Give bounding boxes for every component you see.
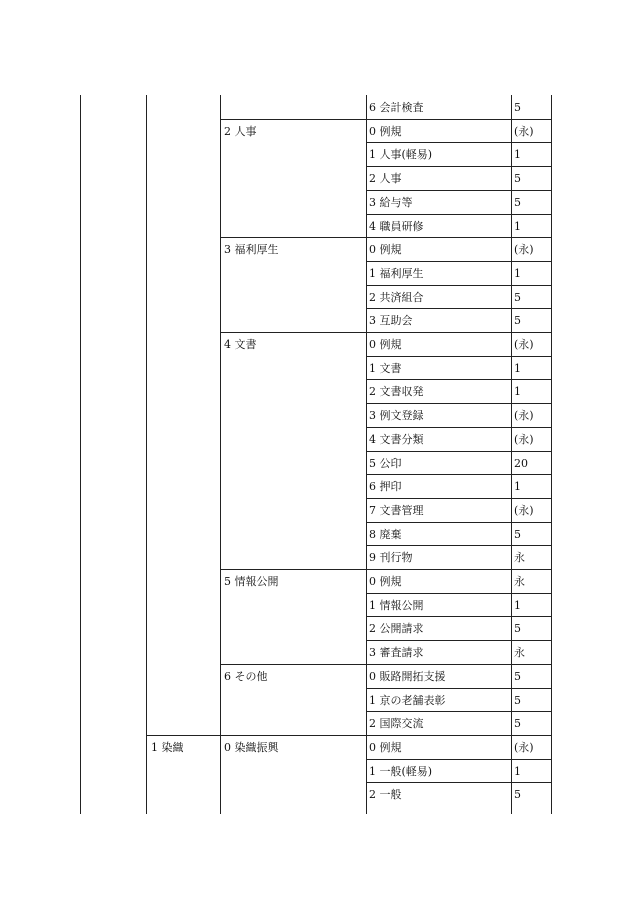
cell-item: 5 公印: [369, 456, 402, 470]
row-divider: [366, 522, 552, 523]
row-divider: [366, 166, 552, 167]
cell-period: 5: [514, 314, 521, 328]
row-divider: [366, 569, 552, 570]
cell-item: 0 例規: [369, 338, 402, 351]
cell-item: 2 文書収発: [369, 385, 424, 399]
cell-cat2: 0 染織振興: [224, 740, 279, 754]
cell-item: 0 例規: [369, 124, 402, 138]
group-divider: [220, 569, 366, 570]
cell-item: 1 一般(軽易): [369, 764, 433, 778]
cell-cat2: 6 その他: [224, 669, 268, 683]
column-border: [551, 95, 552, 814]
cell-item: 2 人事: [369, 172, 402, 186]
column-border: [146, 95, 147, 814]
cell-period: (永): [514, 124, 534, 138]
cell-item: 0 例規: [369, 243, 402, 257]
cell-item: 1 福利厚生: [369, 266, 424, 280]
row-divider: [366, 356, 552, 357]
group-divider: [220, 664, 366, 665]
cell-period: (永): [514, 503, 534, 517]
cell-period: 1: [514, 148, 521, 162]
column-border: [80, 95, 81, 814]
row-divider: [366, 261, 552, 262]
cell-item: 1 文書: [369, 361, 402, 375]
row-divider: [366, 735, 552, 736]
group-divider: [220, 735, 366, 736]
row-divider: [366, 427, 552, 428]
cell-period: 永: [514, 551, 525, 565]
cell-period: 5: [514, 788, 521, 802]
cell-cat2: 3 福利厚生: [224, 243, 279, 257]
cell-period: 20: [514, 456, 528, 470]
cell-item: 2 公開請求: [369, 622, 424, 636]
cell-period: 5: [514, 101, 521, 114]
cell-item: 7 文書管理: [369, 503, 424, 517]
cell-period: 永: [514, 575, 525, 588]
cell-item: 1 情報公開: [369, 598, 424, 612]
cell-period: 1: [514, 480, 521, 494]
cell-item: 3 例文登録: [369, 409, 424, 423]
row-divider: [366, 237, 552, 238]
column-border: [366, 95, 367, 814]
cell-item: 8 廃棄: [369, 527, 402, 541]
row-divider: [366, 593, 552, 594]
row-divider: [366, 640, 552, 641]
row-divider: [366, 664, 552, 665]
row-divider: [366, 332, 552, 333]
cell-period: 永: [514, 646, 525, 660]
group-divider: [220, 332, 366, 333]
cell-period: 5: [514, 172, 521, 186]
cell-item: 1 人事(軽易): [369, 148, 433, 162]
cell-cat2: 2 人事: [224, 124, 257, 138]
cell-item: 2 一般: [369, 788, 402, 802]
cell-item: 4 文書分類: [369, 432, 424, 446]
cell-item: 3 給与等: [369, 195, 413, 209]
column-border: [220, 95, 221, 814]
cell-period: 5: [514, 693, 521, 707]
cell-period: 1: [514, 385, 521, 399]
group-divider: [220, 119, 366, 120]
cell-item: 6 会計検査: [369, 101, 424, 114]
cell-period: 1: [514, 219, 521, 233]
cell-period: 5: [514, 195, 521, 209]
cell-period: 1: [514, 764, 521, 778]
group-divider: [220, 237, 366, 238]
group-divider: [146, 735, 220, 736]
cell-period: (永): [514, 243, 534, 257]
cell-period: 1: [514, 266, 521, 280]
cell-period: 5: [514, 527, 521, 541]
cell-item: 0 販路開拓支援: [369, 669, 446, 683]
cell-item: 9 刊行物: [369, 551, 413, 565]
cell-period: (永): [514, 409, 534, 423]
row-divider: [366, 759, 552, 760]
cell-period: 5: [514, 290, 521, 304]
cell-item: 3 審査請求: [369, 646, 424, 660]
cell-period: (永): [514, 740, 534, 754]
cell-cat1: 1 染織: [151, 740, 184, 754]
row-divider: [366, 379, 552, 380]
row-divider: [366, 498, 552, 499]
row-divider: [366, 545, 552, 546]
row-divider: [366, 688, 552, 689]
cell-cat2: 4 文書: [224, 338, 257, 351]
cell-item: 6 押印: [369, 480, 402, 494]
cell-period: (永): [514, 338, 534, 351]
row-divider: [366, 214, 552, 215]
row-divider: [366, 190, 552, 191]
row-divider: [366, 142, 552, 143]
cell-cat2: 5 情報公開: [224, 575, 279, 588]
row-divider: [366, 474, 552, 475]
cell-item: 0 例規: [369, 575, 402, 588]
row-divider: [366, 782, 552, 783]
column-border: [511, 95, 512, 814]
row-divider: [366, 308, 552, 309]
cell-item: 1 京の老舗表彰: [369, 693, 446, 707]
cell-period: 5: [514, 717, 521, 731]
cell-item: 3 互助会: [369, 314, 413, 328]
cell-period: 1: [514, 598, 521, 612]
row-divider: [366, 119, 552, 120]
cell-item: 2 共済組合: [369, 290, 424, 304]
row-divider: [366, 285, 552, 286]
row-divider: [366, 451, 552, 452]
cell-item: 0 例規: [369, 740, 402, 754]
row-divider: [366, 616, 552, 617]
row-divider: [366, 711, 552, 712]
row-divider: [366, 403, 552, 404]
cell-item: 2 国際交流: [369, 717, 424, 731]
cell-period: 1: [514, 361, 521, 375]
cell-item: 4 職員研修: [369, 219, 424, 233]
cell-period: 5: [514, 622, 521, 636]
cell-period: 5: [514, 669, 521, 683]
cell-period: (永): [514, 432, 534, 446]
